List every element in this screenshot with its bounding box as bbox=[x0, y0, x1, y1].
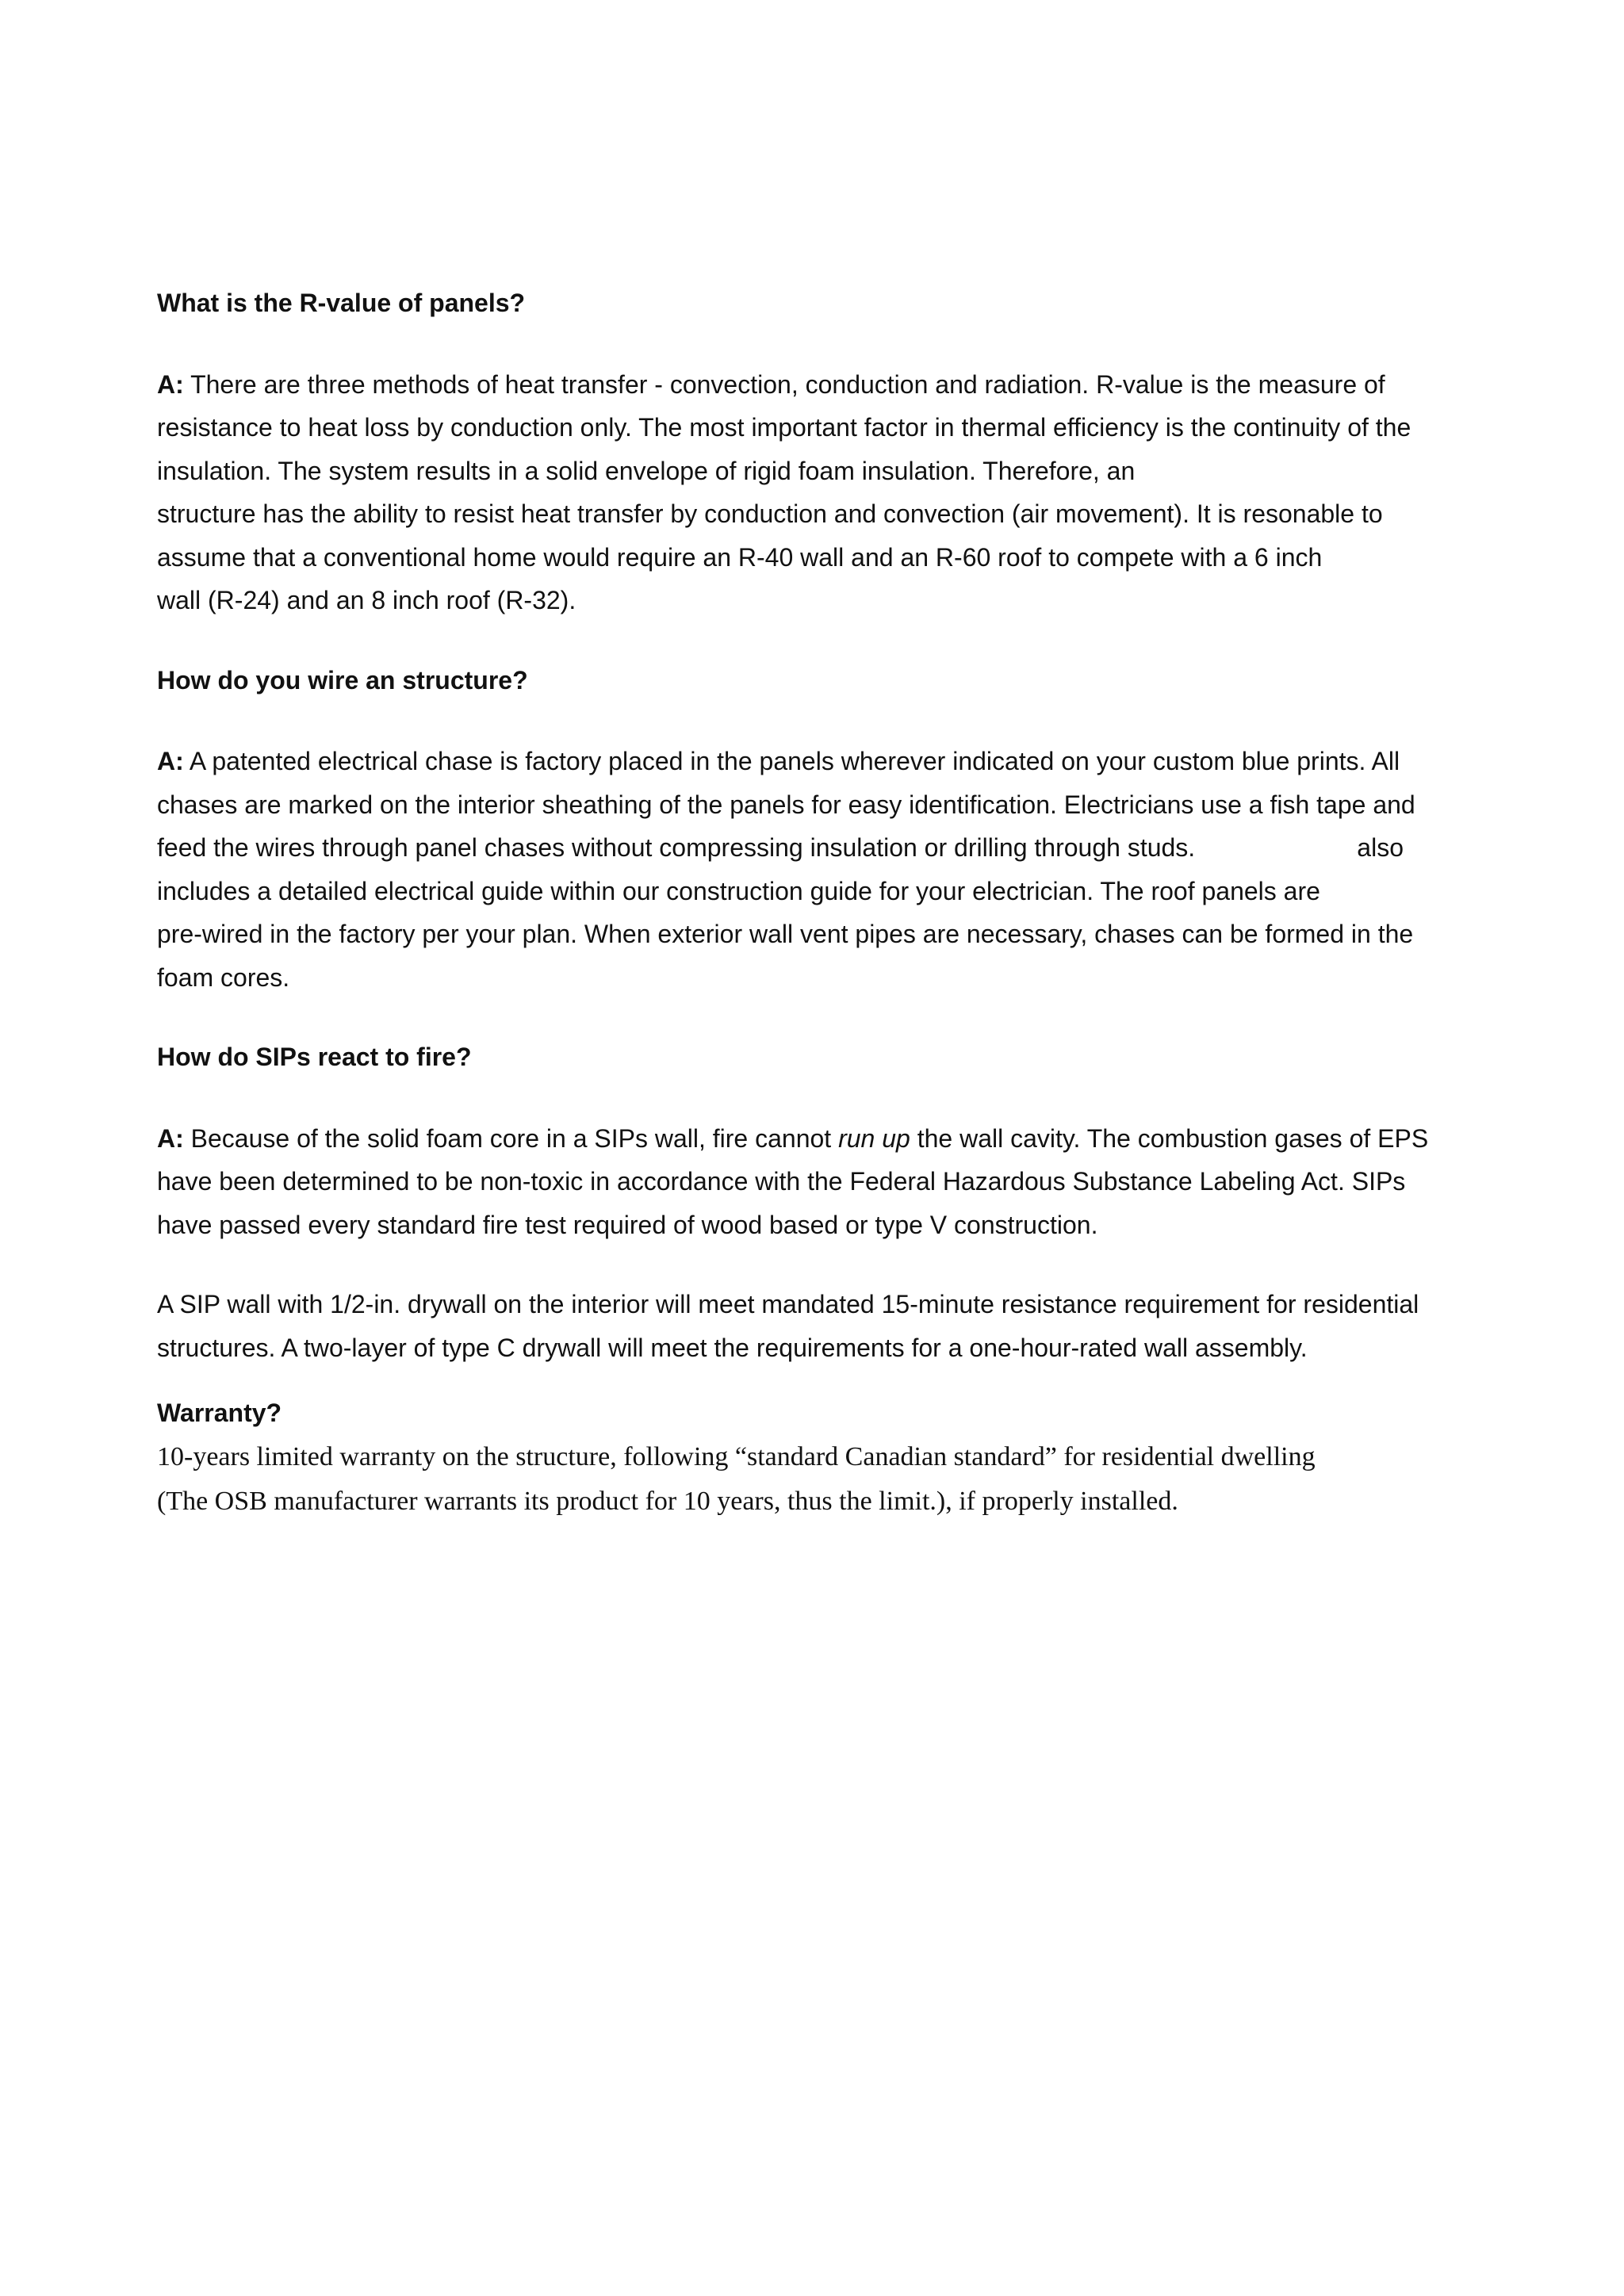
wiring-answer-line-3 bbox=[157, 826, 1457, 870]
fire-paragraph2-line-2: structures. A two-layer of type C drywall will meet the requirements for a one-hour-rated wall assembly. bbox=[157, 1333, 1308, 1362]
answer-text: Because of the solid foam core in a SIPs wall, fire cannot bbox=[183, 1123, 839, 1153]
answer-text: There are three methods of heat transfer - convection, conduction and radiation. R-value is the measure of bbox=[183, 369, 1385, 399]
answer-text: the wall cavity. The combustion gases of EPS bbox=[910, 1123, 1429, 1153]
answer-text-also: also bbox=[1357, 833, 1404, 862]
rvalue-answer-line-4: structure has the ability to resist heat transfer by conduction and convection (air movement). It is resonable to bbox=[157, 499, 1383, 528]
answer-label: A: bbox=[157, 369, 184, 399]
wiring-answer-line-5: pre-wired in the factory per your plan. When exterior wall vent pipes are necessary, chases can be formed in the bbox=[157, 920, 1414, 948]
fire-answer-line-3: have passed every standard fire test required of wood based or type V construction. bbox=[157, 1210, 1098, 1239]
answer-label: A: bbox=[157, 1123, 184, 1153]
answer-text: A patented electrical chase is factory placed in the panels wherever indicated on your custom blue prints. All bbox=[183, 747, 1400, 775]
rvalue-answer-line-2: resistance to heat loss by conduction only. The most important factor in thermal efficiency is the continuity of the bbox=[157, 413, 1411, 442]
heading-rvalue: What is the R-value of panels? bbox=[157, 289, 526, 317]
heading-fire: How do SIPs react to fire? bbox=[157, 1043, 472, 1071]
fire-paragraph2-line-1: A SIP wall with 1/2-in. drywall on the interior will meet mandated 15-minute resistance requirement for residential bbox=[157, 1290, 1419, 1318]
fire-answer-line-1 bbox=[157, 1117, 1457, 1161]
heading-wiring: How do you wire an structure? bbox=[157, 665, 528, 695]
document-body bbox=[157, 281, 1457, 1524]
fire-answer-line-2: have been determined to be non-toxic in accordance with the Federal Hazardous Substance Labeling Act. SIPs bbox=[157, 1167, 1406, 1196]
rvalue-answer-line-5: assume that a conventional home would require an R-40 wall and an R-60 roof to compete with a 6 inch bbox=[157, 542, 1323, 572]
answer-italic-text: run up bbox=[838, 1123, 910, 1153]
answer-label: A: bbox=[157, 747, 184, 775]
rvalue-answer-line-3: insulation. The system results in a solid envelope of rigid foam insulation. Therefore, an bbox=[157, 456, 1136, 485]
wiring-answer-line-2: chases are marked on the interior sheathing of the panels for easy identification. Electricians use a fish tape and bbox=[157, 790, 1415, 819]
wiring-answer-line-1 bbox=[157, 740, 1457, 783]
warranty-line-2: (The OSB manufacturer warrants its product for 10 years, thus the limit.), if properly installed. bbox=[157, 1486, 1178, 1516]
rvalue-answer-line-1 bbox=[157, 363, 1457, 407]
wiring-answer-line-4: includes a detailed electrical guide within our construction guide for your electrician. The roof panels are bbox=[157, 876, 1320, 905]
heading-warranty: Warranty? bbox=[157, 1399, 282, 1427]
wiring-answer-line-6: foam cores. bbox=[157, 962, 290, 992]
warranty-line-1: 10-years limited warranty on the structure, following “standard Canadian standard” for residential dwelling bbox=[157, 1441, 1316, 1471]
answer-text: feed the wires through panel chases without compressing insulation or drilling through studs. bbox=[157, 833, 1196, 862]
rvalue-answer-line-6: wall (R-24) and an 8 inch roof (R-32). bbox=[157, 586, 576, 614]
